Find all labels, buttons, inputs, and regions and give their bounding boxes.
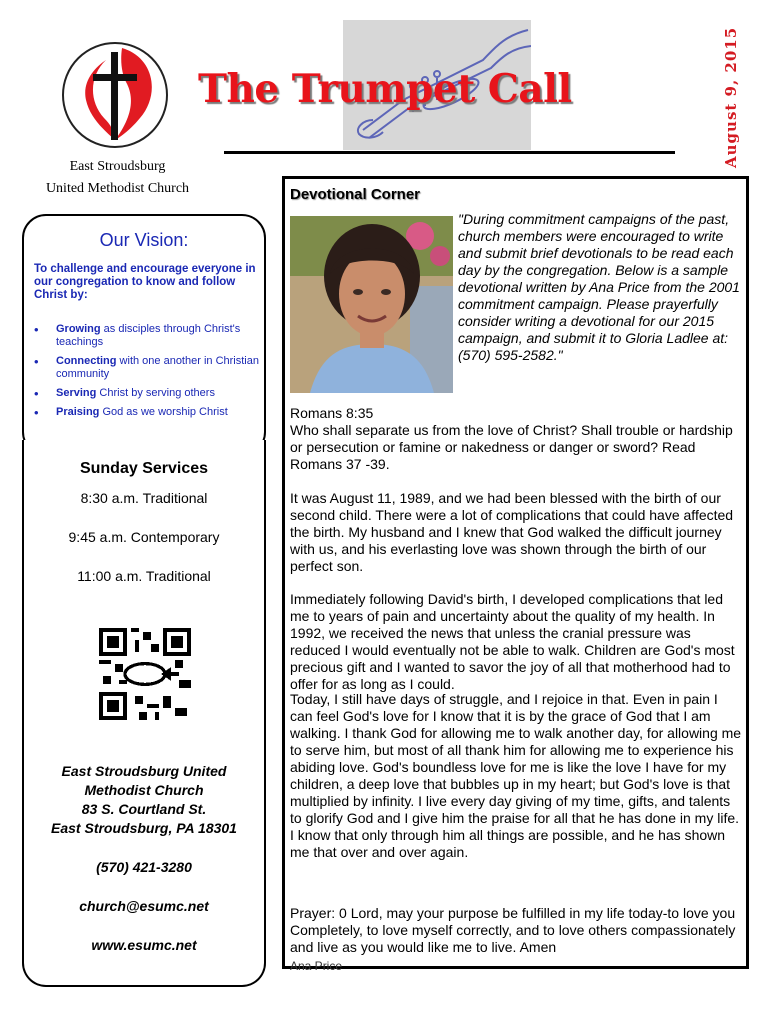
cross-and-flame-logo <box>60 40 170 150</box>
vision-item-text: as disciples through Christ's teachings <box>56 323 241 348</box>
prayer-paragraph: Prayer: 0 Lord, may your purpose be fulfilled in my life today-to love you Completely, to love myself correctly, and to love others compassionately and live as you would like me to live. Amen <box>290 905 736 955</box>
service-time: 11:00 a.m. Traditional <box>77 568 211 584</box>
article-heading: Devotional Corner <box>290 186 421 203</box>
qr-code-icon[interactable] <box>99 628 191 720</box>
email-address[interactable]: church@esumc.net <box>79 898 209 914</box>
intro-text: "During commitment campaigns of the past, church members were encouraged to write and submit brief devotionals to be read each day by the congregation. Below is a sample devotional written by Ana Price from the 2001 commitment campaign. Please prayerfully consider writing a devotional for our 2015 campaign, and submit it to Gloria Ladlee at: (570) 595-2582." <box>458 211 740 363</box>
paragraph: Today, I still have days of struggle, and I rejoice in that. Even in pain I can feel God's love for I know that it is by the grace of God that I am walking. I thank God for allowing me to walk another day, for allowing me to serve him, but most of all thank him for allowing me to experience his abiding love. God's boundless love for me is like the love I have for my children, a deep love that bubbles up in my heart; but God's love is that multiplied by infinity. I live every day giving of my time, gifts, and talents to glorify God and I give him the praise for all that he has done in my life. I know that only through him all things are possible, and he has shown me that over and over again. <box>290 691 742 860</box>
vision-item <box>34 355 262 381</box>
church-name <box>20 156 215 200</box>
phone-number: (570) 421-3280 <box>96 859 192 875</box>
vision-list <box>34 323 262 425</box>
vision-item <box>34 323 262 349</box>
address-line: East Stroudsburg, PA 18301 <box>51 820 237 836</box>
vision-item-bold: Praising <box>56 406 100 418</box>
vision-item <box>34 406 262 419</box>
newsletter-title: The Trumpet Call <box>198 66 572 112</box>
vision-item-text: with one another in Christian community <box>56 355 259 380</box>
scripture-reference: Romans 8:35 <box>290 405 374 421</box>
church-name-line2: United Methodist Church <box>45 181 190 196</box>
issue-date-text: August 9, 2015 <box>722 26 740 168</box>
address-line: 83 S. Courtland St. <box>81 801 207 817</box>
vision-item-bold: Connecting <box>56 355 117 367</box>
paragraph: It was August 11, 1989, and we had been blessed with the birth of our second child. There were a lot of complications that could have affected the birth. My husband and I knew that God walked the difficult journey with us, and his everlasting love was shown through the birth of our perfect son. <box>290 490 734 574</box>
masthead-rule <box>224 151 675 154</box>
vision-item-bold: Growing <box>56 323 101 335</box>
website-link[interactable]: www.esumc.net <box>91 937 197 953</box>
vision-statement: To challenge and encourage everyone in our congregation to know and follow Christ by: <box>34 263 256 301</box>
author-photo <box>290 216 453 393</box>
vision-heading: Our Vision: <box>99 230 189 250</box>
service-time: 9:45 a.m. Contemporary <box>68 529 220 545</box>
vision-item <box>34 387 262 400</box>
vision-item-text: Christ by serving others <box>96 387 215 399</box>
service-time: 8:30 a.m. Traditional <box>80 490 208 506</box>
scripture-verse: Who shall separate us from the love of Christ? Shall trouble or hardship or persecution or famine or nakedness or danger or sword? Read Romans 37 -39. <box>290 422 733 472</box>
services-heading: Sunday Services <box>79 460 209 477</box>
vision-item-bold: Serving <box>56 387 97 399</box>
services-box <box>22 440 266 987</box>
author-name: Ana Price <box>290 959 343 973</box>
address-line: Methodist Church <box>84 782 204 798</box>
devotional-article <box>282 176 749 973</box>
church-name-line1: East Stroudsburg <box>69 159 166 174</box>
vision-box <box>22 214 266 456</box>
paragraph: Immediately following David's birth, I developed complications that led me to years of pain and uncertainty about the quality of my health. In 1992, we received the news that unless the cranial pressure was reduced I would eventually not be able to walk. Children are God's most precious gift and I wanted to savor the joy of all that motherhood had to offer for as long as I could. <box>290 591 735 692</box>
address-line: East Stroudsburg United <box>61 763 227 779</box>
vision-item-text: God as we worship Christ <box>99 406 228 418</box>
